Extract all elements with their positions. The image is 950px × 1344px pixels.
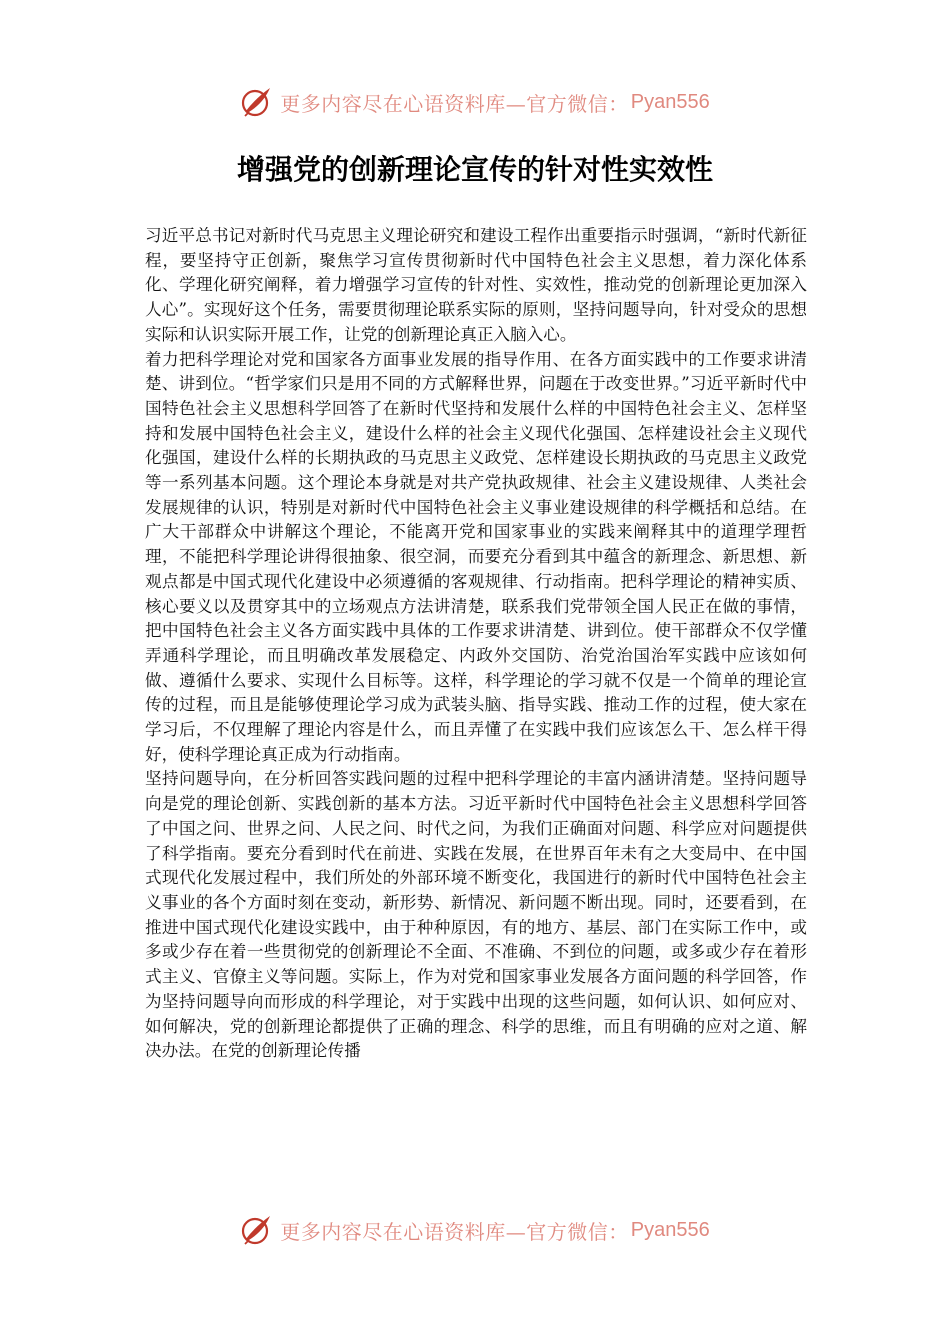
wechat-id: Pyan556 xyxy=(630,1218,710,1241)
article-body xyxy=(145,224,807,1064)
wechat-id: Pyan556 xyxy=(630,90,710,113)
header-banner xyxy=(0,82,950,122)
paragraph: 坚持问题导向，在分析回答实践问题的过程中把科学理论的丰富内涵讲清楚。坚持问题导向是党的理论创新、实践创新的基本方法。习近平新时代中国特色社会主义思想科学回答了中国之问、世界之问、人民之问、时代之问，为我们正确面对问题、科学应对问题提供了科学指南。要充分看到时代在前进、实践在发展，在世界百年未有之大变局中、在中国式现代化发展过程中，我们所处的外部环境不断变化，我国进行的新时代中国特色社会主义事业的各个方面时刻在变动，新形势、新情况、新问题不断出现。同时，还要看到，在推进中国式现代化建设实践中，由于种种原因，有的地方、基层、部门在实际工作中，或多或少存在着一些贯彻党的创新理论不全面、不准确、不到位的问题，或多或少存在着形式主义、官僚主义等问题。实际上，作为对党和国家事业发展各方面问题的科学回答，作为坚持问题导向而形成的科学理论，对于实践中出现的这些问题，如何认识、如何应对、如何解决，党的创新理论都提供了正确的理念、科学的思维，而且有明确的应对之道、解决办法。在党的创新理论传播 xyxy=(145,769,807,1061)
banner-text: 更多内容尽在心语资料库—官方微信： xyxy=(280,91,629,116)
paragraph: 习近平总书记对新时代马克思主义理论研究和建设工程作出重要指示时强调，“新时代新征程，要坚持守正创新，聚焦学习宣传贯彻新时代中国特色社会主义思想，着力深化体系化、学理化研究阐释，着力增强学习宣传的针对性、实效性，推动党的创新理论更加深入人心”。实现好这个任务，需要贯彻理论联系实际的原则，坚持问题导向，针对受众的思想实际和认识实际开展工作，让党的创新理论真正入脑入心。 xyxy=(145,226,807,344)
quill-logo-icon xyxy=(240,1213,274,1247)
footer-banner xyxy=(0,1210,950,1250)
page-title: 增强党的创新理论宣传的针对性实效性 xyxy=(236,153,713,186)
paragraph: 着力把科学理论对党和国家各方面事业发展的指导作用、在各方面实践中的工作要求讲清楚、讲到位。“哲学家们只是用不同的方式解释世界，问题在于改变世界。”习近平新时代中国特色社会主义思想科学回答了在新时代坚持和发展什么样的中国特色社会主义、怎样坚持和发展中国特色社会主义，建设什么样的社会主义现代化强国、怎样建设社会主义现代化强国，建设什么样的长期执政的马克思主义政党、怎样建设长期执政的马克思主义政党等一系列基本问题。这个理论本身就是对共产党执政规律、社会主义建设规律、人类社会发展规律的认识，特别是对新时代中国特色社会主义事业建设规律的科学概括和总结。在广大干部群众中讲解这个理论，不能离开党和国家事业的实践来阐释其中的道理学理哲理，不能把科学理论讲得很抽象、很空洞，而要充分看到其中蕴含的新理念、新思想、新观点都是中国式现代化建设中必须遵循的客观规律、行动指南。把科学理论的精神实质、核心要义以及贯穿其中的立场观点方法讲清楚，联系我们党带领全国人民正在做的事情，把中国特色社会主义各方面实践中具体的工作要求讲清楚、讲到位。使干部群众不仅学懂弄通科学理论，而且明确改革发展稳定、内政外交国防、治党治国治军实践中应该如何做、遵循什么要求、实现什么目标等。这样，科学理论的学习就不仅是一个简单的理论宣传的过程，而且是能够使理论学习成为武装头脑、指导实践、推动工作的过程，使大家在学习后，不仅理解了理论内容是什么，而且弄懂了在实践中我们应该怎么干、怎么样干得好，使科学理论真正成为行动指南。 xyxy=(145,349,807,764)
quill-logo-icon xyxy=(240,85,274,119)
banner-text: 更多内容尽在心语资料库—官方微信： xyxy=(280,1219,629,1244)
